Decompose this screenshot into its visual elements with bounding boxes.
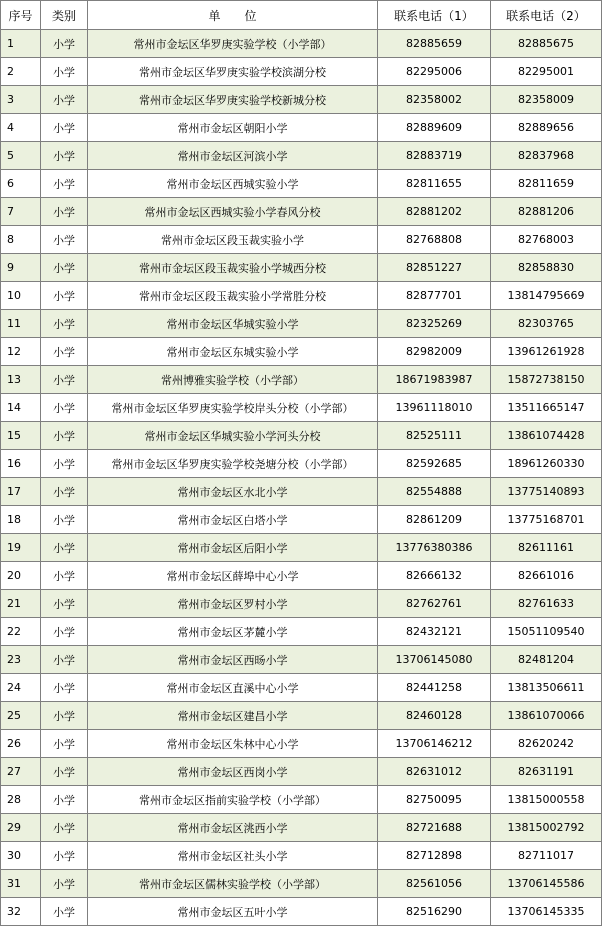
row-phone-1: 82525111 (378, 422, 491, 450)
row-phone-2: 82761633 (491, 590, 602, 618)
row-phone-2: 82811659 (491, 170, 602, 198)
row-phone-2: 82481204 (491, 646, 602, 674)
row-unit: 常州市金坛区直溪中心小学 (88, 674, 378, 702)
row-unit: 常州市金坛区华罗庚实验学校滨湖分校 (88, 58, 378, 86)
table-row (1, 30, 602, 58)
row-phone-2: 82611161 (491, 534, 602, 562)
table-row (1, 86, 602, 114)
row-unit: 常州市金坛区段玉裁实验小学 (88, 226, 378, 254)
table-row (1, 338, 602, 366)
row-unit: 常州市金坛区华罗庚实验学校岸头分校（小学部） (88, 394, 378, 422)
row-phone-2: 13814795669 (491, 282, 602, 310)
row-phone-1: 82861209 (378, 506, 491, 534)
row-category: 小学 (41, 114, 88, 142)
row-phone-1: 82811655 (378, 170, 491, 198)
row-index: 17 (1, 478, 41, 506)
table-row (1, 394, 602, 422)
row-phone-1: 13961118010 (378, 394, 491, 422)
row-category: 小学 (41, 842, 88, 870)
header-unit: 单 位 (88, 1, 378, 30)
row-phone-2: 18961260330 (491, 450, 602, 478)
row-category: 小学 (41, 870, 88, 898)
row-category: 小学 (41, 86, 88, 114)
row-index: 28 (1, 786, 41, 814)
row-category: 小学 (41, 170, 88, 198)
row-index: 11 (1, 310, 41, 338)
row-phone-2: 82620242 (491, 730, 602, 758)
row-index: 22 (1, 618, 41, 646)
row-phone-1: 13706146212 (378, 730, 491, 758)
row-phone-1: 82982009 (378, 338, 491, 366)
row-phone-1: 13706145080 (378, 646, 491, 674)
row-index: 19 (1, 534, 41, 562)
table-row (1, 170, 602, 198)
row-unit: 常州市金坛区河滨小学 (88, 142, 378, 170)
row-unit: 常州市金坛区段玉裁实验小学常胜分校 (88, 282, 378, 310)
row-phone-2: 82631191 (491, 758, 602, 786)
row-unit: 常州市金坛区罗村小学 (88, 590, 378, 618)
row-category: 小学 (41, 310, 88, 338)
row-category: 小学 (41, 478, 88, 506)
row-phone-2: 82837968 (491, 142, 602, 170)
row-phone-1: 82721688 (378, 814, 491, 842)
row-index: 8 (1, 226, 41, 254)
row-category: 小学 (41, 282, 88, 310)
row-unit: 常州市金坛区华罗庚实验学校（小学部） (88, 30, 378, 58)
row-unit: 常州博雅实验学校（小学部） (88, 366, 378, 394)
row-phone-2: 82858830 (491, 254, 602, 282)
table-row (1, 310, 602, 338)
row-phone-2: 82661016 (491, 562, 602, 590)
row-index: 6 (1, 170, 41, 198)
header-row (1, 1, 602, 30)
row-index: 4 (1, 114, 41, 142)
table-row (1, 450, 602, 478)
row-index: 13 (1, 366, 41, 394)
row-unit: 常州市金坛区后阳小学 (88, 534, 378, 562)
row-phone-1: 82432121 (378, 618, 491, 646)
row-phone-1: 82883719 (378, 142, 491, 170)
table-row (1, 590, 602, 618)
row-phone-1: 82889609 (378, 114, 491, 142)
row-index: 12 (1, 338, 41, 366)
row-phone-1: 82666132 (378, 562, 491, 590)
row-phone-1: 82325269 (378, 310, 491, 338)
row-category: 小学 (41, 562, 88, 590)
row-category: 小学 (41, 758, 88, 786)
row-index: 3 (1, 86, 41, 114)
row-category: 小学 (41, 730, 88, 758)
row-phone-2: 13961261928 (491, 338, 602, 366)
row-phone-2: 82885675 (491, 30, 602, 58)
row-category: 小学 (41, 618, 88, 646)
row-phone-1: 82877701 (378, 282, 491, 310)
row-unit: 常州市金坛区五叶小学 (88, 898, 378, 926)
row-index: 15 (1, 422, 41, 450)
header-category: 类别 (41, 1, 88, 30)
row-index: 32 (1, 898, 41, 926)
row-phone-2: 82711017 (491, 842, 602, 870)
row-phone-1: 82885659 (378, 30, 491, 58)
row-category: 小学 (41, 534, 88, 562)
row-category: 小学 (41, 30, 88, 58)
row-phone-2: 13706145586 (491, 870, 602, 898)
row-phone-1: 82712898 (378, 842, 491, 870)
row-phone-2: 13775168701 (491, 506, 602, 534)
row-phone-2: 13511665147 (491, 394, 602, 422)
row-unit: 常州市金坛区朱林中心小学 (88, 730, 378, 758)
row-index: 10 (1, 282, 41, 310)
header-phone-2: 联系电话（2） (491, 1, 602, 30)
table-row (1, 618, 602, 646)
row-index: 9 (1, 254, 41, 282)
row-phone-2: 13815000558 (491, 786, 602, 814)
row-category: 小学 (41, 366, 88, 394)
table-row (1, 534, 602, 562)
row-phone-2: 82303765 (491, 310, 602, 338)
row-category: 小学 (41, 394, 88, 422)
row-phone-1: 82358002 (378, 86, 491, 114)
row-phone-1: 82881202 (378, 198, 491, 226)
row-phone-1: 82762761 (378, 590, 491, 618)
table-row (1, 898, 602, 926)
row-category: 小学 (41, 422, 88, 450)
table-row (1, 198, 602, 226)
row-phone-2: 13861070066 (491, 702, 602, 730)
header-index: 序号 (1, 1, 41, 30)
row-unit: 常州市金坛区西城实验小学春风分校 (88, 198, 378, 226)
table-row (1, 282, 602, 310)
header-phone-1: 联系电话（1） (378, 1, 491, 30)
row-index: 25 (1, 702, 41, 730)
row-phone-1: 82460128 (378, 702, 491, 730)
table-body (1, 30, 602, 926)
row-phone-2: 13813506611 (491, 674, 602, 702)
row-phone-1: 82768808 (378, 226, 491, 254)
row-category: 小学 (41, 254, 88, 282)
row-index: 23 (1, 646, 41, 674)
row-unit: 常州市金坛区华罗庚实验学校新城分校 (88, 86, 378, 114)
row-index: 7 (1, 198, 41, 226)
row-phone-1: 82554888 (378, 478, 491, 506)
table-row (1, 254, 602, 282)
table-row (1, 58, 602, 86)
row-unit: 常州市金坛区指前实验学校（小学部） (88, 786, 378, 814)
row-phone-1: 82516290 (378, 898, 491, 926)
table-row (1, 730, 602, 758)
row-phone-2: 82768003 (491, 226, 602, 254)
row-unit: 常州市金坛区儒林实验学校（小学部） (88, 870, 378, 898)
row-phone-1: 82561056 (378, 870, 491, 898)
table-row (1, 842, 602, 870)
row-phone-2: 13706145335 (491, 898, 602, 926)
row-unit: 常州市金坛区段玉裁实验小学城西分校 (88, 254, 378, 282)
row-index: 18 (1, 506, 41, 534)
table-row (1, 562, 602, 590)
row-index: 2 (1, 58, 41, 86)
row-index: 20 (1, 562, 41, 590)
row-category: 小学 (41, 674, 88, 702)
row-phone-2: 13815002792 (491, 814, 602, 842)
table-row (1, 142, 602, 170)
row-unit: 常州市金坛区建昌小学 (88, 702, 378, 730)
table-row (1, 814, 602, 842)
row-phone-1: 82295006 (378, 58, 491, 86)
row-index: 16 (1, 450, 41, 478)
row-unit: 常州市金坛区薛埠中心小学 (88, 562, 378, 590)
row-index: 29 (1, 814, 41, 842)
row-index: 26 (1, 730, 41, 758)
table-row (1, 674, 602, 702)
row-unit: 常州市金坛区水北小学 (88, 478, 378, 506)
table-row (1, 422, 602, 450)
table-row (1, 114, 602, 142)
row-index: 31 (1, 870, 41, 898)
row-unit: 常州市金坛区东城实验小学 (88, 338, 378, 366)
table-row (1, 226, 602, 254)
row-category: 小学 (41, 450, 88, 478)
row-phone-2: 15051109540 (491, 618, 602, 646)
row-category: 小学 (41, 898, 88, 926)
row-phone-1: 82631012 (378, 758, 491, 786)
row-phone-1: 82592685 (378, 450, 491, 478)
row-unit: 常州市金坛区西旸小学 (88, 646, 378, 674)
row-phone-1: 82441258 (378, 674, 491, 702)
row-unit: 常州市金坛区华罗庚实验学校尧塘分校（小学部） (88, 450, 378, 478)
row-unit: 常州市金坛区白塔小学 (88, 506, 378, 534)
row-unit: 常州市金坛区朝阳小学 (88, 114, 378, 142)
row-index: 24 (1, 674, 41, 702)
row-phone-2: 82881206 (491, 198, 602, 226)
row-category: 小学 (41, 506, 88, 534)
row-index: 5 (1, 142, 41, 170)
table-row (1, 646, 602, 674)
row-index: 21 (1, 590, 41, 618)
row-category: 小学 (41, 338, 88, 366)
row-category: 小学 (41, 786, 88, 814)
row-index: 30 (1, 842, 41, 870)
row-category: 小学 (41, 702, 88, 730)
row-index: 1 (1, 30, 41, 58)
row-index: 14 (1, 394, 41, 422)
row-phone-2: 82295001 (491, 58, 602, 86)
row-phone-2: 15872738150 (491, 366, 602, 394)
table-row (1, 702, 602, 730)
table-row (1, 870, 602, 898)
row-phone-2: 82358009 (491, 86, 602, 114)
row-category: 小学 (41, 198, 88, 226)
row-phone-2: 82889656 (491, 114, 602, 142)
table-row (1, 366, 602, 394)
row-phone-2: 13861074428 (491, 422, 602, 450)
row-unit: 常州市金坛区茅麓小学 (88, 618, 378, 646)
row-phone-1: 18671983987 (378, 366, 491, 394)
row-unit: 常州市金坛区西城实验小学 (88, 170, 378, 198)
table-row (1, 758, 602, 786)
row-category: 小学 (41, 58, 88, 86)
row-unit: 常州市金坛区华城实验小学河头分校 (88, 422, 378, 450)
row-unit: 常州市金坛区社头小学 (88, 842, 378, 870)
row-phone-1: 82851227 (378, 254, 491, 282)
row-unit: 常州市金坛区西岗小学 (88, 758, 378, 786)
row-unit: 常州市金坛区华城实验小学 (88, 310, 378, 338)
row-category: 小学 (41, 646, 88, 674)
row-category: 小学 (41, 226, 88, 254)
row-phone-2: 13775140893 (491, 478, 602, 506)
row-phone-1: 13776380386 (378, 534, 491, 562)
row-index: 27 (1, 758, 41, 786)
row-category: 小学 (41, 814, 88, 842)
table-row (1, 478, 602, 506)
row-phone-1: 82750095 (378, 786, 491, 814)
row-category: 小学 (41, 590, 88, 618)
table-row (1, 786, 602, 814)
row-unit: 常州市金坛区洮西小学 (88, 814, 378, 842)
table-row (1, 506, 602, 534)
row-category: 小学 (41, 142, 88, 170)
